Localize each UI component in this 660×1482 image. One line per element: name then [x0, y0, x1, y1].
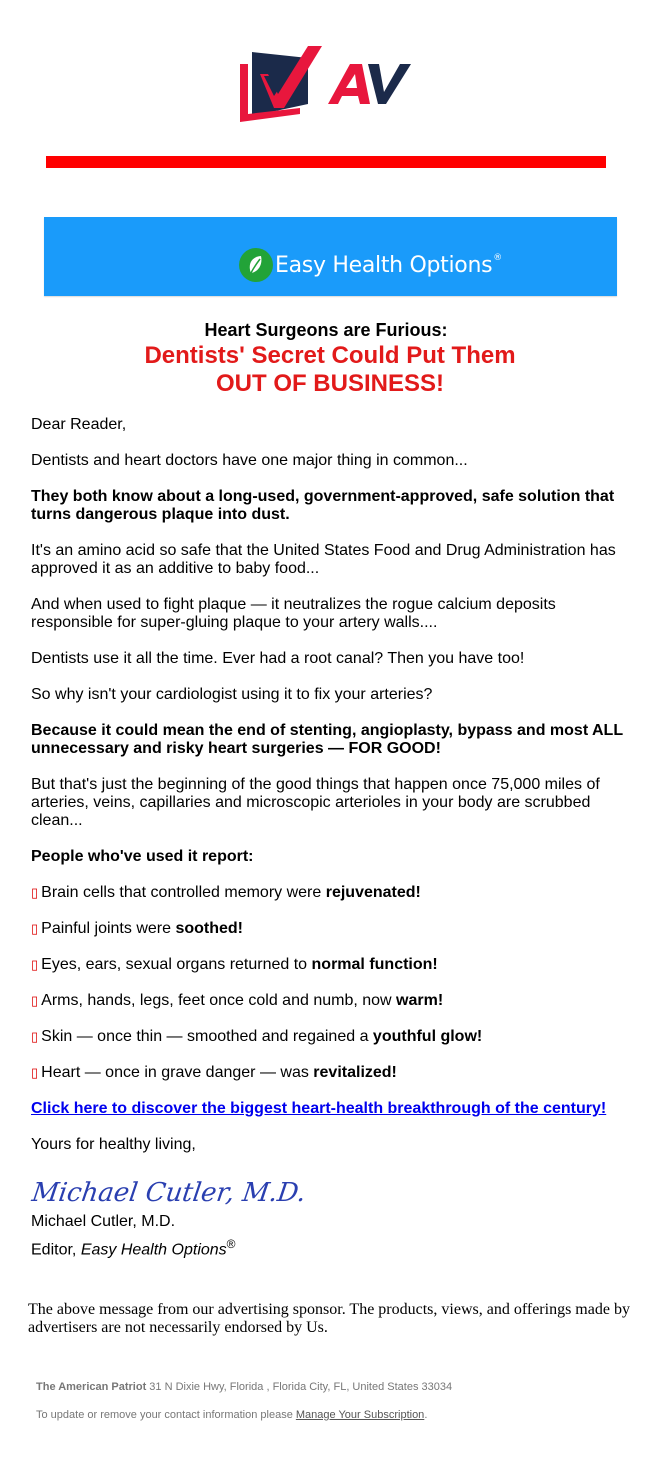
- bullet-icon: ▯: [31, 957, 39, 972]
- paragraph-bold: Because it could mean the end of stenting, angioplasty, bypass and most ALL unnecessary and risky heart surgeries — FOR GOOD!: [31, 722, 623, 757]
- paragraph: And when used to fight plaque — it neutralizes the rogue calcium deposits responsible for super-gluing plaque to your artery walls....: [31, 596, 556, 631]
- svg-text:Michael Cutler, M.D.: Michael Cutler, M.D.: [30, 1178, 308, 1208]
- signature-block: [31, 1211, 236, 1261]
- benefit-item: ▯ Painful joints were soothed!: [31, 920, 243, 937]
- footer-address: The American Patriot 31 N Dixie Hwy, Florida , Florida City, FL, United States 33034: [36, 1381, 453, 1393]
- benefit-item: ▯ Heart — once in grave danger — was revitalized!: [31, 1064, 397, 1081]
- handwritten-signature: [30, 1173, 308, 1209]
- signer-title: Editor, Easy Health Options®: [31, 1237, 236, 1259]
- bullet-icon: ▯: [31, 1029, 39, 1044]
- bullet-icon: ▯: [31, 993, 39, 1008]
- leaf-icon: [239, 248, 273, 282]
- manage-subscription-link[interactable]: Manage Your Subscription: [295, 1409, 425, 1421]
- paragraph: So why isn't your cardiologist using it to fix your arteries?: [31, 686, 433, 703]
- easy-health-options-banner: [44, 217, 617, 296]
- paragraph: But that's just the beginning of the good things that happen once 75,000 miles of arteries, veins, capillaries and microscopic arterioles in your body are scrubbed clean...: [31, 776, 600, 829]
- paragraph: Dentists use it all the time. Ever had a root canal? Then you have too!: [31, 650, 525, 667]
- banner-brand-name: Easy Health Options®: [275, 252, 502, 278]
- paragraph: Dentists and heart doctors have one major thing in common...: [31, 452, 468, 469]
- report-heading: People who've used it report:: [31, 848, 254, 865]
- benefit-item: ▯ Brain cells that controlled memory were rejuvenated!: [31, 884, 421, 901]
- signer-name: Michael Cutler, M.D.: [31, 1213, 176, 1230]
- footer-subscription: To update or remove your contact information please Manage Your Subscription.: [36, 1409, 428, 1421]
- closing: Yours for healthy living,: [31, 1136, 196, 1153]
- sponsor-disclaimer: The above message from our advertising sponsor. The products, views, and offerings made by advertisers are not necessarily endorsed by Us.: [28, 1301, 630, 1336]
- paragraph: It's an amino acid so safe that the United States Food and Drug Administration has approved it as an additive to baby food...: [31, 542, 616, 577]
- benefit-item: ▯ Arms, hands, legs, feet once cold and numb, now warm!: [31, 992, 444, 1009]
- av-logo: [238, 44, 414, 126]
- paragraph-bold: They both know about a long-used, government-approved, safe solution that turns dangerous plaque into dust.: [31, 488, 615, 523]
- letter-body: [31, 416, 631, 1172]
- headline-main: Dentists' Secret Could Put Them OUT OF BUSINESS!: [144, 342, 516, 397]
- benefit-item: ▯ Eyes, ears, sexual organs returned to normal function!: [31, 956, 438, 973]
- bullet-icon: ▯: [31, 921, 39, 936]
- greeting: Dear Reader,: [31, 416, 127, 433]
- red-divider-bar: [46, 156, 606, 168]
- bullet-icon: ▯: [31, 885, 39, 900]
- benefit-item: ▯ Skin — once thin — smoothed and regained a youthful glow!: [31, 1028, 483, 1045]
- breakthrough-cta-link[interactable]: Click here to discover the biggest heart-health breakthrough of the century!: [31, 1100, 607, 1117]
- bullet-icon: ▯: [31, 1065, 39, 1080]
- headline-intro: Heart Surgeons are Furious:: [204, 320, 448, 340]
